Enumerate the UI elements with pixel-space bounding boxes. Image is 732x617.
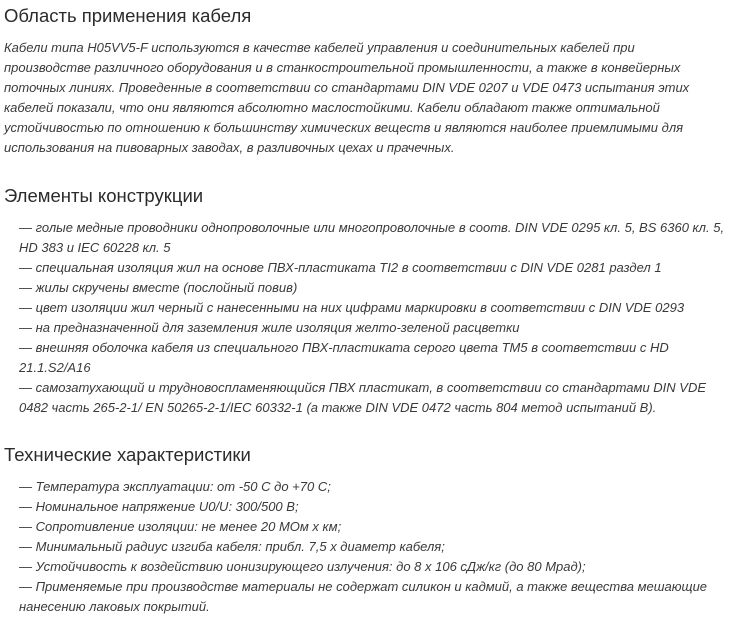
list-item: — Применяемые при производстве материалы не содержат силикон и кадмий, а также вещества мешающие нанесению лаковых покрытий.	[19, 579, 708, 614]
application-heading: Область применения кабеля	[4, 5, 252, 26]
list-item: — Номинальное напряжение U0/U: 300/500 В;	[19, 499, 299, 514]
list-item: — Устойчивость к воздействию ионизирующего излучения: до 8 х 106 сДж/кг (до 80 Мрад);	[19, 559, 586, 574]
specs-heading: Технические характеристики	[4, 444, 251, 465]
list-item: — жилы скручены вместе (послойный повив)	[19, 280, 298, 295]
construction-list	[4, 218, 732, 418]
application-paragraph: Кабели типа H05VV5-F используются в качестве кабелей управления и соединительных кабелей при производстве различного оборудования и в станкостроительной промышленности, а также в конвейерных поточных линиях. Проведенные в соответствии со стандартами DIN VDE 0207 и VDE 0473 испытания этих кабелей показали, что они являются абсолютно маслостойкими. Кабели обладают также оптимальной устойчивостью по отношению к большинству химических веществ и являются наиболее приемлимыми для использования на пивоварных заводах, в разливочных цехах и прачечных.	[4, 40, 690, 155]
list-item: — Минимальный радиус изгиба кабеля: прибл. 7,5 х диаметр кабеля;	[19, 539, 445, 554]
specs-section	[4, 443, 732, 617]
list-item: — Температура эксплуатации: от -50 C до +70 C;	[19, 479, 331, 494]
list-item: — Сопротивление изоляции: не менее 20 МОм х км;	[19, 519, 342, 534]
construction-section	[4, 184, 732, 418]
construction-heading: Элементы конструкции	[4, 185, 204, 206]
list-item: — на предназначенной для заземления жиле изоляция желто-зеленой расцветки	[19, 320, 520, 335]
application-section	[4, 0, 732, 158]
specs-list	[4, 477, 732, 617]
list-item: — голые медные проводники однопроволочные или многопроволочные в соотв. DIN VDE 0295 кл. 5, BS 6360 кл. 5, HD 383 и IEC 60228 кл. 5	[19, 220, 725, 255]
list-item: — цвет изоляции жил черный с нанесенными на них цифрами маркировки в соответствии с DIN VDE 0293	[19, 300, 685, 315]
list-item: — внешняя оболочка кабеля из специального ПВХ-пластиката серого цвета TM5 в соответствии с HD 21.1.S2/A16	[19, 340, 669, 375]
list-item: — самозатухающий и трудновоспламеняющийся ПВХ пластикат, в соответствии со стандартами DIN VDE 0482 часть 265-2-1/ EN 50265-2-1/IEC 60332-1 (а также DIN VDE 0472 часть 804 метод испытаний B).	[19, 380, 707, 415]
list-item: — специальная изоляция жил на основе ПВХ-пластиката TI2 в соответствии с DIN VDE 0281 раздел 1	[19, 260, 662, 275]
